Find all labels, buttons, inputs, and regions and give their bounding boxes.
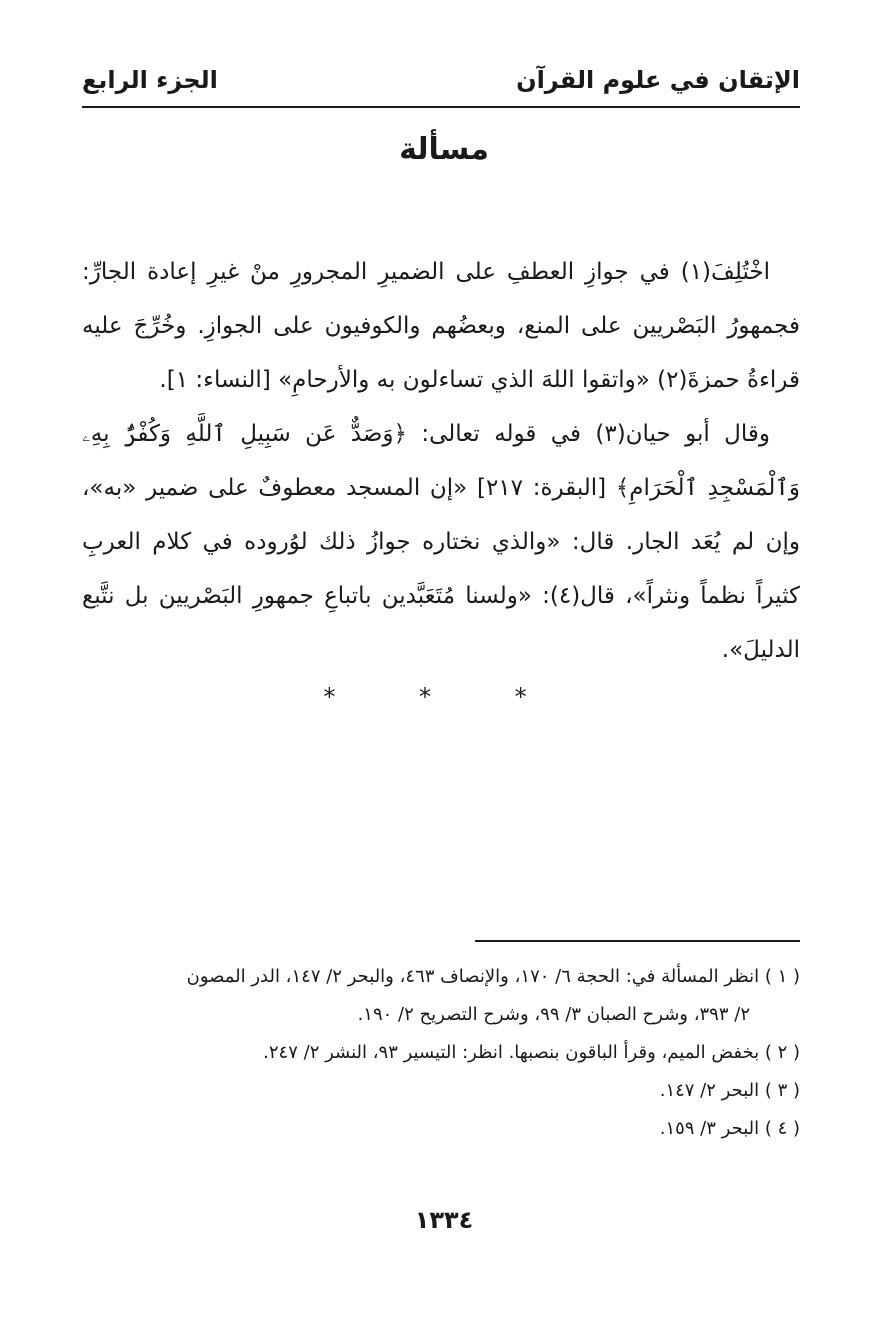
volume-label: الجزء الرابع: [82, 66, 218, 94]
book-title: الإتقان في علوم القرآن: [516, 66, 800, 94]
footnote-2: ( ٢ ) بخفض الميم، وقرأ الباقون بنصبها. انظر: التيسير ٩٣، النشر ٢/ ٢٤٧.: [263, 1042, 800, 1063]
page-number: ١٣٣٤: [414, 1206, 474, 1234]
section-title: مسألة: [399, 132, 489, 167]
paragraph: وقال أبو حيان(٣) في قوله تعالى: ﴿وَصَدٌّ عَن سَبِيلِ ٱللَّهِ وَكُفْرٌۢ بِهِۦ وَٱلْمَسْجِدِ ٱلْحَرَامِ﴾ [البقرة: ٢١٧] «إن المسجد معطوفٌ على ضمير «به»، وإن لم يُعَد الجار. قال: «والذي نختاره جوازُ ذلك لوُروده في كلام العربِ كثيراً نظماً ونثراً»، قال(٤): «ولسنا مُتَعَبَّدين باتباعِ جمهورِ البَصْريين بل نتَّبع الدليلَ».: [82, 421, 800, 663]
paragraph: اخْتُلِفَ(١) في جوازِ العطفِ على الضميرِ المجرورِ منْ غيرِ إعادة الجارِّ: فجمهورُ البَصْريين على المنع، وبعضُهم والكوفيون على الجوازِ. وخُرِّجَ عليه قراءةُ حمزةَ(٢) «واتقوا اللهَ الذي تساءلون به والأرحامِ» [النساء: ١].: [82, 259, 800, 393]
footnote-divider: [475, 940, 800, 942]
footnote-3: ( ٣ ) البحر ٢/ ١٤٧.: [659, 1080, 800, 1101]
footnote-1-continuation: ٢/ ٣٩٣، وشرح الصبان ٣/ ٩٩، وشرح التصريح ٢/ ١٩٠.: [357, 1004, 750, 1025]
main-text: [82, 245, 800, 677]
running-header: [82, 58, 800, 102]
footnote-1: ( ١ ) انظر المسألة في: الحجة ٦/ ١٧٠، والإنصاف ٤٦٣، والبحر ٢/ ١٤٧، الدر المصون: [186, 966, 800, 987]
footnote-4: ( ٤ ) البحر ٣/ ١٥٩.: [659, 1118, 800, 1139]
footnotes: [82, 958, 800, 1148]
header-divider: [82, 106, 800, 108]
section-separator: * * *: [323, 683, 565, 711]
